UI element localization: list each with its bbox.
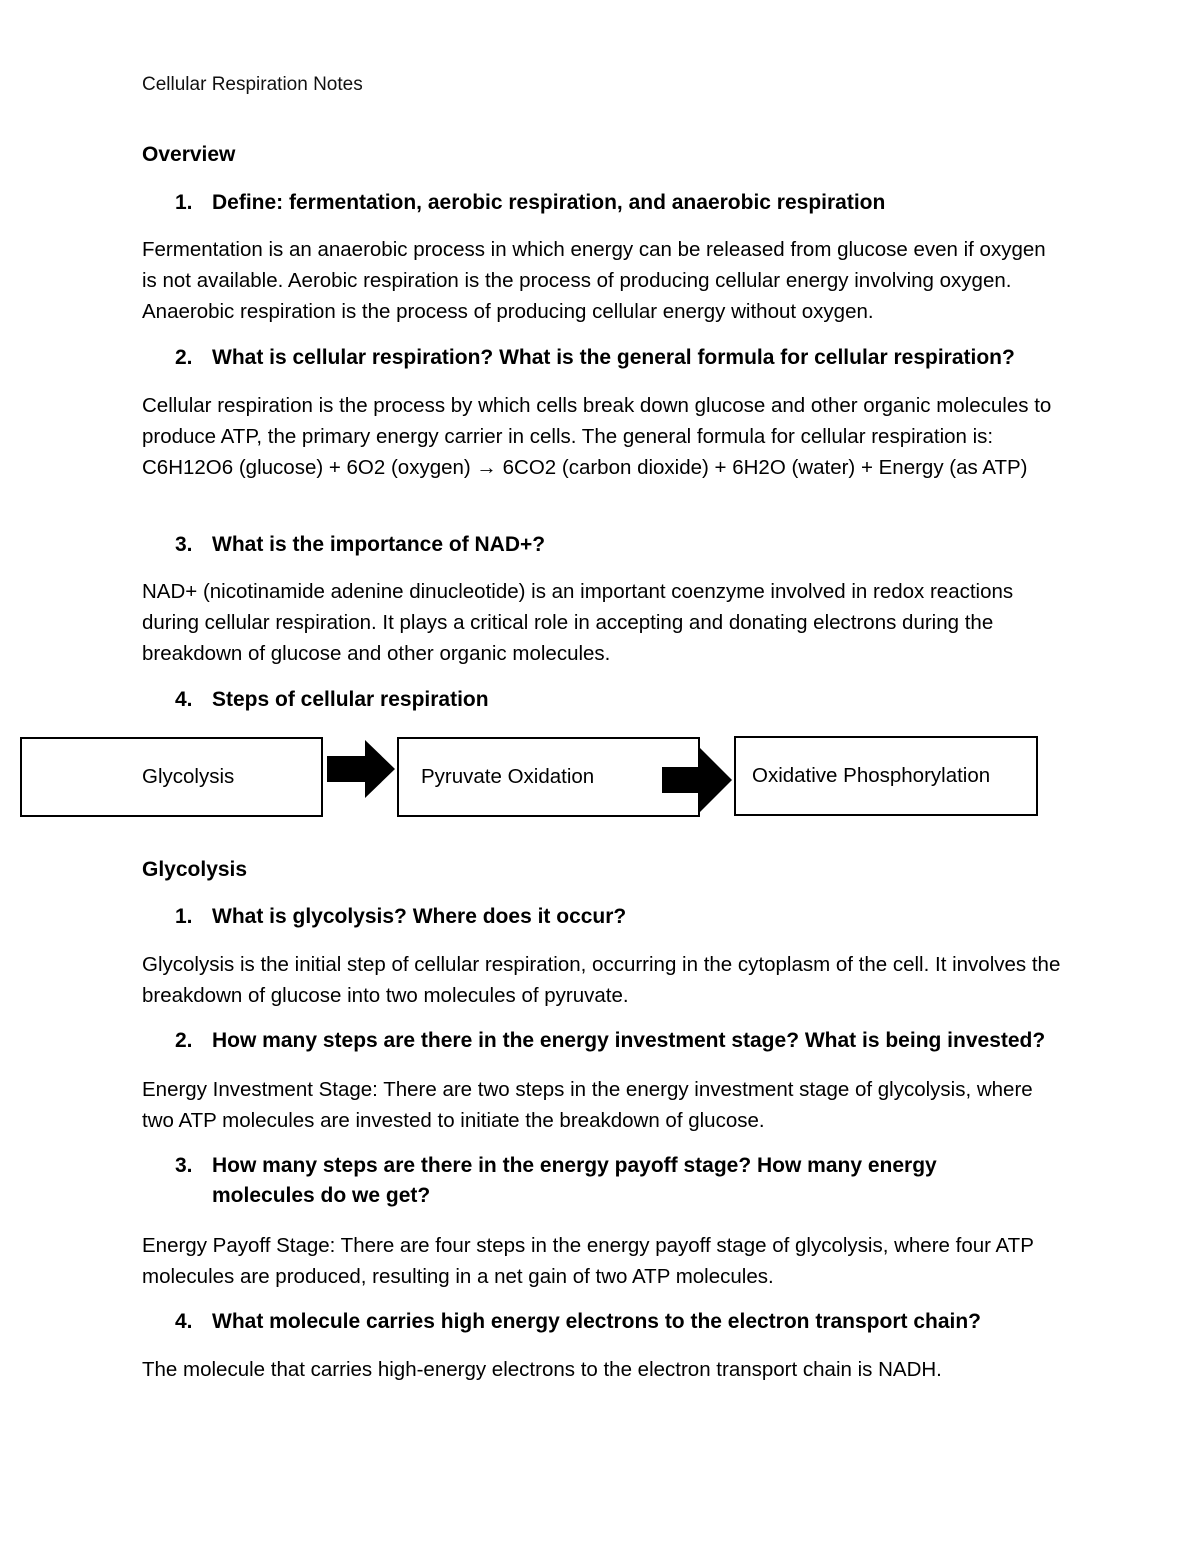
answer-2: Cellular respiration is the process by which cells break down glucose and other organic molecules to produce ATP, the primary energy carrier in cells. The general formula for cellular respiration is: C6H12O6 (glucose) + 6O2 (oxygen) → 6CO2 (carbon dioxide) + 6H2O (water) + Energy (as ATP) <box>142 394 1052 479</box>
flow-step-label: Glycolysis <box>142 765 235 788</box>
section-title-overview: Overview <box>142 143 236 166</box>
flow-arrow-icon <box>325 738 397 800</box>
flow-arrow-icon <box>660 746 734 814</box>
question-1 <box>175 902 1055 932</box>
question-number: 4. <box>175 688 193 711</box>
question-number: 2. <box>175 1029 193 1052</box>
flow-box-oxidative-phosphorylation <box>734 736 1038 816</box>
question-3 <box>175 1151 1035 1211</box>
flow-box-pyruvate-oxidation <box>397 737 700 817</box>
question-text: What molecule carries high energy electrons to the electron transport chain? <box>212 1310 982 1333</box>
question-3 <box>175 530 1055 560</box>
question-text: What is cellular respiration? What is the general formula for cellular respiration? <box>212 346 1015 369</box>
question-2 <box>175 1026 1055 1056</box>
question-number: 1. <box>175 191 193 214</box>
question-text: How many steps are there in the energy investment stage? What is being invested? <box>212 1029 1046 1052</box>
page-header: Cellular Respiration Notes <box>142 74 363 95</box>
question-2 <box>175 343 1055 373</box>
question-number: 3. <box>175 1154 193 1177</box>
flow-box-glycolysis <box>20 737 323 817</box>
question-text: What is glycolysis? Where does it occur? <box>212 905 627 928</box>
question-text: What is the importance of NAD+? <box>212 533 546 556</box>
flow-step-label: Oxidative Phosphorylation <box>752 764 991 787</box>
answer-4: The molecule that carries high-energy electrons to the electron transport chain is NADH. <box>142 1358 942 1381</box>
answer-3: Energy Payoff Stage: There are four steps in the energy payoff stage of glycolysis, where four ATP molecules are produced, resulting in a net gain of two ATP molecules. <box>142 1234 1034 1288</box>
question-text: Define: fermentation, aerobic respiration, and anaerobic respiration <box>212 191 886 214</box>
question-number: 3. <box>175 533 193 556</box>
answer-1: Fermentation is an anaerobic process in which energy can be released from glucose even if oxygen is not available. Aerobic respiration is the process of producing cellular energy involving oxygen. Anaerobic respiration is the process of producing cellular energy without oxygen. <box>142 238 1046 323</box>
question-4 <box>175 1307 1055 1337</box>
question-text: How many steps are there in the energy payoff stage? How many energy molecules do we get? <box>212 1154 937 1207</box>
section-title-glycolysis: Glycolysis <box>142 858 248 881</box>
answer-3: NAD+ (nicotinamide adenine dinucleotide) is an important coenzyme involved in redox reactions during cellular respiration. It plays a critical role in accepting and donating electrons during the breakdown of glucose and other organic molecules. <box>142 580 1014 665</box>
question-text: Steps of cellular respiration <box>212 688 489 711</box>
flow-step-label: Pyruvate Oxidation <box>421 765 595 788</box>
question-number: 2. <box>175 346 193 369</box>
answer-2: Energy Investment Stage: There are two steps in the energy investment stage of glycolysis, where two ATP molecules are invested to initiate the breakdown of glucose. <box>142 1078 1033 1132</box>
question-4 <box>175 685 1055 715</box>
question-1 <box>175 188 1055 218</box>
answer-1: Glycolysis is the initial step of cellular respiration, occurring in the cytoplasm of the cell. It involves the breakdown of glucose into two molecules of pyruvate. <box>142 953 1061 1007</box>
question-number: 4. <box>175 1310 193 1333</box>
question-number: 1. <box>175 905 193 928</box>
